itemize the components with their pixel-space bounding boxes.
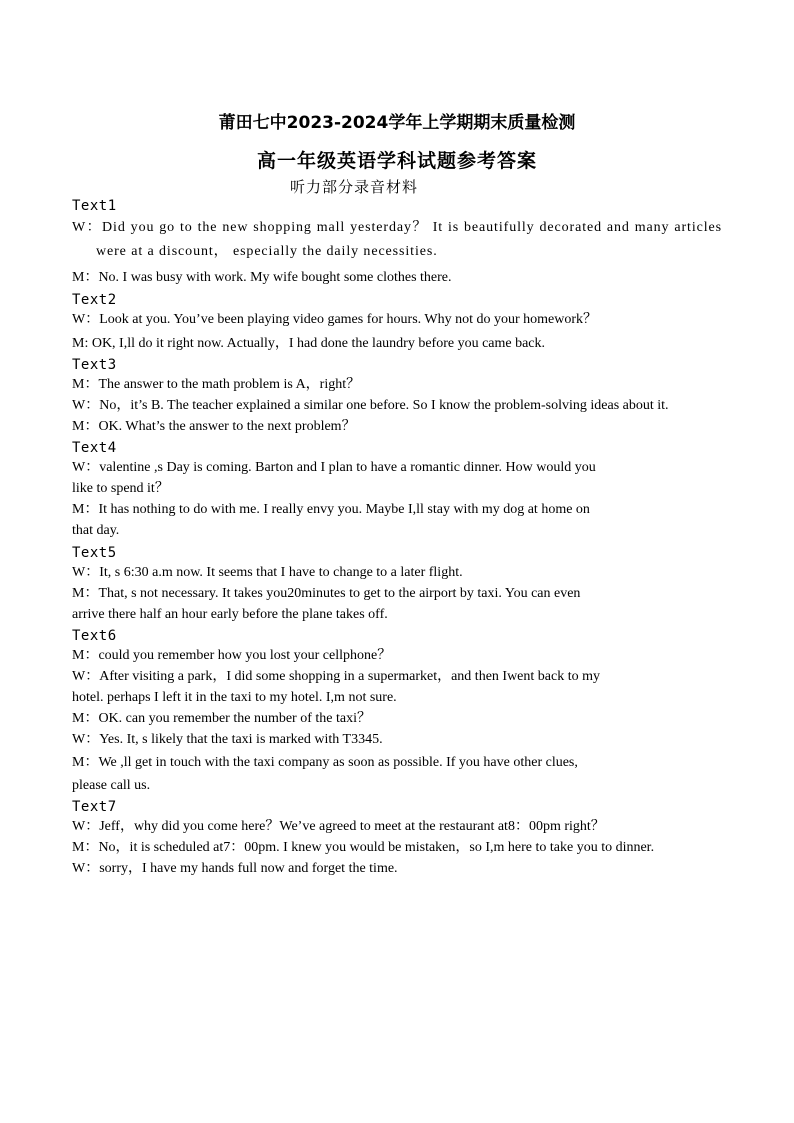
text-heading: Text4 <box>72 440 117 456</box>
text-block <box>72 626 722 796</box>
dialogue-line: W：After visiting a park，I did some shopping in a supermarket，and then Iwent back to my <box>72 669 600 684</box>
dialogue-line: M：It has nothing to do with me. I really envy you. Maybe I,ll stay with my dog at home on <box>72 502 590 517</box>
dialogue-line: M：No. I was busy with work. My wife bought some clothes there. <box>72 270 452 285</box>
text-block <box>72 196 722 288</box>
text-heading: Text1 <box>72 198 117 214</box>
dialogue-line: M：That, s not necessary. It takes you20minutes to get to the airport by taxi. You can even <box>72 586 581 601</box>
text-block <box>72 797 722 879</box>
dialogue-line: like to spend it？ <box>72 481 169 496</box>
dialogue-line: M：The answer to the math problem is A，right？ <box>72 377 361 392</box>
dialogue-line: W：sorry，I have my hands full now and forget the time. <box>72 861 398 876</box>
dialogue-line: W：valentine ,s Day is coming. Barton and I plan to have a romantic dinner. How would you <box>72 460 596 475</box>
text-block <box>72 438 722 541</box>
dialogue-line: M: OK, I,ll do it right now. Actually，I had done the laundry before you came back. <box>72 336 546 351</box>
document-subtitle: 高一年级英语学科试题参考答案 <box>256 150 537 172</box>
text-heading: Text5 <box>72 545 117 561</box>
dialogue-line: W：No，it’s B. The teacher explained a similar one before. So I know the problem-solving ideas about it. <box>72 398 669 413</box>
dialogue-line: please call us. <box>72 778 151 793</box>
dialogue-line: hotel. perhaps I left it in the taxi to my hotel. I,m not sure. <box>72 690 397 705</box>
dialogue-line: W：Jeff，why did you come here？We’ve agreed to meet at the restaurant at8：00pm right？ <box>72 819 605 834</box>
dialogue-line: arrive there half an hour early before the plane takes off. <box>72 607 388 622</box>
dialogue-line: M：OK. What’s the answer to the next problem？ <box>72 419 356 434</box>
text-heading: Text2 <box>72 292 117 308</box>
text-heading: Text7 <box>72 799 117 815</box>
dialogue-line: W：Look at you. You’ve been playing video games for hours. Why not do your homework？ <box>72 312 598 327</box>
document-title: 莆田七中2023-2024学年上学期期末质量检测 <box>218 113 576 133</box>
text-block <box>72 355 722 437</box>
text-block <box>72 290 722 354</box>
dialogue-line: W：Did you go to the new shopping mall yesterday？ It is beautifully decorated and many articles were at a discount， especially the daily necessities. <box>72 220 722 259</box>
text-heading: Text3 <box>72 357 117 373</box>
text-heading: Text6 <box>72 628 117 644</box>
dialogue-line: M：OK. can you remember the number of the taxi？ <box>72 711 371 726</box>
dialogue-line: M：We ,ll get in touch with the taxi company as soon as possible. If you have other clues, <box>72 755 578 770</box>
dialogue-line: W：It, s 6:30 a.m now. It seems that I have to change to a later flight. <box>72 565 463 580</box>
section-title: 听力部分录音材料 <box>290 178 419 196</box>
dialogue-line: M：could you remember how you lost your cellphone？ <box>72 648 392 663</box>
text-block <box>72 543 722 625</box>
dialogue-line: M：No，it is scheduled at7：00pm. I knew you would be mistaken，so I,m here to take you to dinner. <box>72 840 655 855</box>
dialogue-line: that day. <box>72 523 120 538</box>
dialogue-line: W：Yes. It, s likely that the taxi is marked with T3345. <box>72 732 383 747</box>
transcript <box>72 196 722 880</box>
